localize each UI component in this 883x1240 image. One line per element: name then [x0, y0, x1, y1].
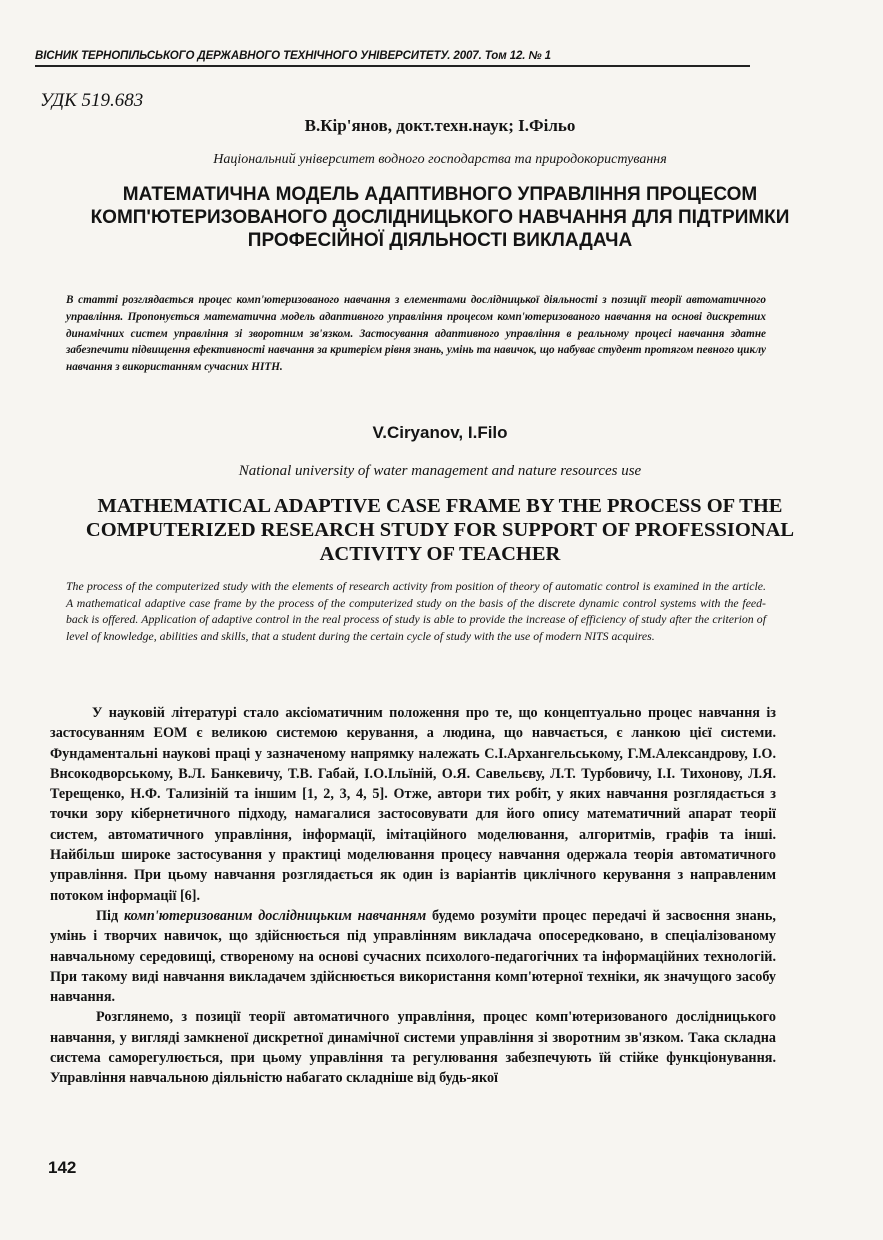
title-english: MATHEMATICAL ADAPTIVE CASE FRAME BY THE PROCESS OF THE COMPUTERIZED RESEARCH STUDY FOR SUPPORT OF PROFESSIONAL ACTIVITY OF TEACHER — [85, 495, 795, 565]
paragraph-1: У науковій літературі стало аксіоматичним положення про те, що концептуально процес навчання із застосуванням ЕОМ є великою системою керування, а людина, що навчається, є ланкою цієї системи. Фундаментальні наукові праці у зазначеному напрямку належать С.І.Архангельському, Г.М.Александрову, І.О. Внсокодворському, В.Л. Банкевичу, Т.В. Габай, І.О.Ільїній, О.Я. Савельєву, Л.Т. Турбовичу, І.І. Тихонову, Л.Я. Терещенко, Н.Ф. Тализіній та іншим [1, 2, 3, 4, 5]. Отже, автори тих робіт, у яких навчання розглядається з точки зору кібернетичного підходу, намагалися застосовувати для його опису математичний апарат теорії систем, автоматичного управління, інформації, імітаційного моделювання, алгоритмів, графів та інші. Найбільш широке застосування у практиці моделювання процесу навчання одержала теорія автоматичного управління. При цьому навчання розглядається як один із варіантів циклічного керування з направленим потоком інформації [6]. — [50, 705, 776, 904]
paragraph-2-lead: Під — [96, 907, 124, 924]
abstract-ukrainian: В статті розглядається процес комп'ютеризованого навчання з елементами дослідницької діяльності з позиції теорії автоматичного управління. Пропонується математична модель адаптивного управління процесом комп'ютеризованого навчання на основі дискретних динамічних систем управління зі зворотним зв'язком. Застосування адаптивного управління в реальному процесі навчання здатне забезпечити підвищення ефективності навчання за критерієм рівня знань, умінь та навичок, що набуває студент протягом певного циклу навчання з використанням сучасних НІТН. — [66, 294, 766, 374]
title-ukrainian: МАТЕМАТИЧНА МОДЕЛЬ АДАПТИВНОГО УПРАВЛІННЯ ПРОЦЕСОМ КОМП'ЮТЕРИЗОВАНОГО ДОСЛІДНИЦЬКОГО НАВЧАННЯ ДЛЯ ПІДТРИМКИ ПРОФЕСІЙНОЇ ДІЯЛЬНОСТІ ВИКЛАДАЧА — [90, 184, 790, 251]
body-text — [50, 703, 776, 1089]
affiliation-english: National university of water management and nature resources use — [238, 463, 642, 479]
udk-code: УДК 519.683 — [40, 90, 144, 111]
affiliation-ukrainian: Національний університет водного господарства та природокористування — [213, 152, 667, 167]
journal-header: ВІСНИК ТЕРНОПІЛЬСЬКОГО ДЕРЖАВНОГО ТЕХНІЧНОГО УНІВЕРСИТЕТУ. 2007. Том 12. № 1 — [35, 50, 750, 67]
abstract-english: The process of the computerized study with the elements of research activity from position of theory of automatic control is examined in the article. A mathematical adaptive case frame by the process of the computerized study on the basis of the discrete dynamic control systems with the feed-back is offered. Application of adaptive control in the real process of study is able to provide the increase of efficiency of study after the criterion of level of knowledge, abilities and skills, that a student during the certain cycle of study with the use of modern NITS acquires. — [66, 579, 766, 643]
authors-ukrainian: В.Кір'янов, докт.техн.наук; І.Фільо — [304, 116, 576, 135]
paragraph-2 — [50, 906, 776, 1007]
defined-term: комп'ютеризованим дослідницьким навчанням — [123, 907, 427, 924]
authors-english: V.Ciryanov, I.Filo — [372, 423, 508, 442]
paragraph-3: Розглянемо, з позиції теорії автоматичного управління, процес комп'ютеризованого дослідницького навчання, у вигляді замкненої дискретної динамічної системи управління зі зворотним зв'язком. Така складна система саморегулюється, при цьому управління та регулювання забезпечують їй стійке функціонування. Управління навчальною діяльністю набагато складніше від будь-якої — [50, 1009, 776, 1087]
paragraph-2-rest: будемо розуміти процес передачі й засвоєння знань, умінь і творчих навичок, що здійснюється під управлінням викладача опосередковано, в спеціалізованому навчальному середовищі, створеному на основі сучасних психолого-педагогічних та інформаційних технологій. При такому виді навчання викладачем здійснюється використання комп'ютерної техніки, як значущого засобу навчання. — [50, 907, 776, 1006]
page-number: 142 — [48, 1158, 77, 1177]
